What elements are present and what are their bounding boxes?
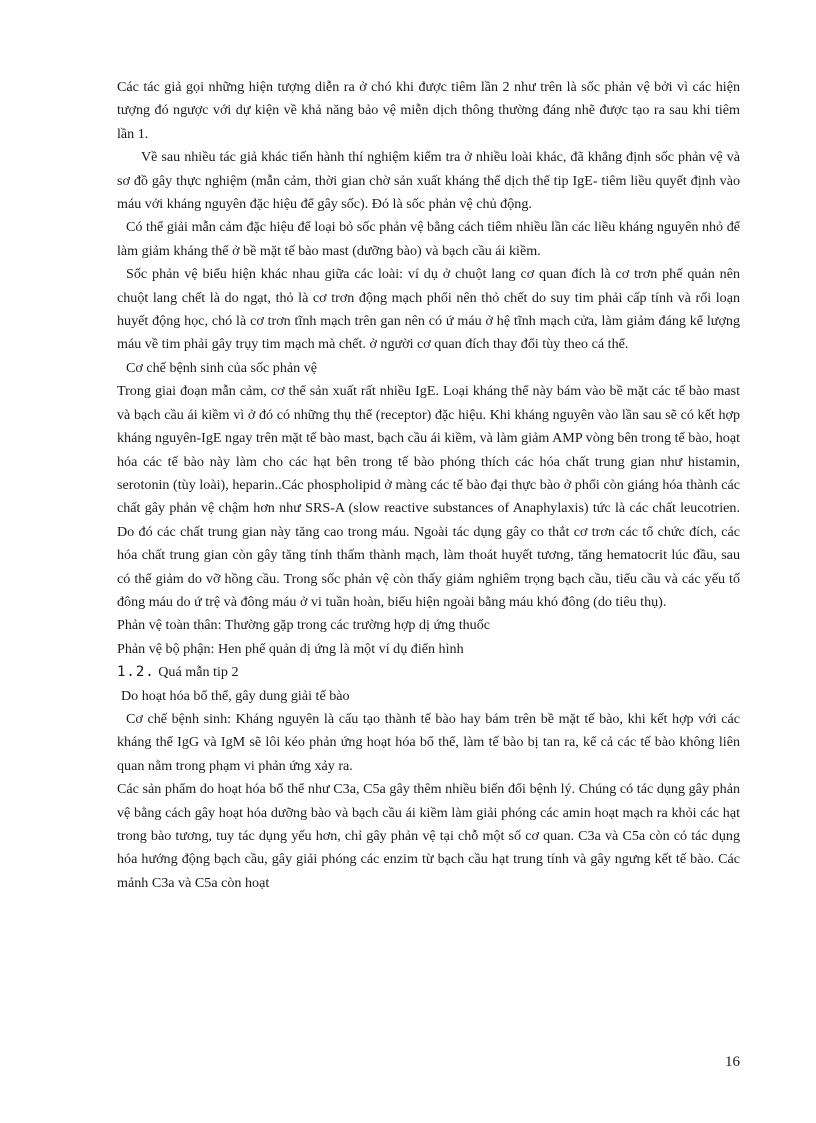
section-title: Quá mẫn tip 2 — [158, 664, 239, 681]
paragraph-4: Sốc phản vệ biểu hiện khác nhau giữa các loài: ví dụ ở chuột lang cơ quan đích là cơ trơn phế quản nên chuột lang chết là do ngạt, thỏ là cơ trơn động mạch phổi nên thỏ chết do suy tim phải cấp tính và rối loạn huyết động học, chó là cơ trơn tĩnh mạch trên gan nên có ứ máu ở hệ tĩnh mạch cửa, làm giảm đáng kể lượng máu về tim phải gây trụy tim mạch mà chết. ở người cơ quan đích thay đổi tùy theo cá thể. — [117, 266, 740, 353]
paragraph-systemic: Phản vệ toàn thân: Thường gặp trong các trường hợp dị ứng thuốc — [117, 617, 491, 634]
page-number: 16 — [725, 1054, 740, 1070]
paragraph-5: Trong giai đoạn mẫn cảm, cơ thể sản xuất rất nhiều IgE. Loại kháng thể này bám vào bề mặt các tế bào mast và bạch cầu ái kiềm vì ở đó có những thụ thể (receptor) đặc hiệu. Khi kháng nguyên vào lần sau sẽ có kết hợp kháng nguyên-IgE ngay trên mặt tế bào mast, bạch cầu ái kiềm, và làm giảm AMP vòng bên trong tế bào, hoạt hóa các tế bào này làm cho các hạt bên trong tế bào phóng thích các hóa chất trung gian như histamin, serotonin (tùy loài), heparin..Các phospholipid ở màng các tế bào đại thực bào ở phổi còn giáng hóa thành các chất gây phản vệ chậm hơn như SRS-A (slow reactive substances of Anaphylaxis) tức là các chất leucotrien. Do đó các chất trung gian này tăng cao trong máu. Ngoài tác dụng gây co thắt cơ trơn các tổ chức đích, các hóa chất trung gian còn gây tăng tính thấm thành mạch, làm thoát huyết tương, tăng hematocrit lúc đầu, sau có thể giảm do vỡ hồng cầu. Trong sốc phản vệ còn thấy giảm nghiêm trọng bạch cầu, tiểu cầu và các yếu tố đông máu do ứ trệ và đông máu ở vi tuần hoàn, biểu hiện ngoài bằng máu khó đông (do tiêu thụ). — [117, 383, 740, 610]
paragraph-7: Các sản phẩm do hoạt hóa bổ thể như C3a, C5a gây thêm nhiều biến đổi bệnh lý. Chúng có tác dụng gây phản vệ bằng cách gây hoạt hóa dưỡng bào và bạch cầu ái kiềm làm giải phóng các amin hoạt mạch ra khỏi các hạt trong bào tương, tuy tác dụng yếu hơn, chỉ gây phản vệ tại chỗ một số cơ quan. C3a và C5a còn có tác dụng hóa hướng động bạch cầu, gây giải phóng các enzim từ bạch cầu hạt trung tính và gây ngưng kết tế bào. Các mảnh C3a và C5a còn hoạt — [117, 781, 740, 891]
section-heading — [117, 661, 740, 684]
paragraph-2: Về sau nhiều tác giả khác tiến hành thí nghiệm kiểm tra ở nhiều loài khác, đã khẳng định sốc phản vệ và sơ đồ gây thực nghiệm (mẫn cảm, thời gian chờ sản xuất kháng thể dịch thể tip IgE- tiêm liều quyết định vào máu với kháng nguyên đặc hiệu để gây sốc). Đó là sốc phản vệ chủ động. — [117, 149, 740, 213]
paragraph-1: Các tác giả gọi những hiện tượng diễn ra ở chó khi được tiêm lần 2 như trên là sốc phản vệ bởi vì các hiện tượng đó ngược với dự kiện về khả năng bảo vệ miễn dịch thông thường đáng nhẽ được tạo ra sau khi tiêm lần 1. — [117, 79, 740, 142]
subheading-complement: Do hoạt hóa bổ thể, gây dung giải tế bào — [121, 687, 350, 704]
document-page — [117, 76, 740, 895]
subheading-mechanism: Cơ chế bệnh sinh của sốc phản vệ — [126, 359, 318, 376]
paragraph-6: Cơ chế bệnh sinh: Kháng nguyên là cấu tạo thành tế bào hay bám trên bề mặt tế bào, khi kết hợp với các kháng thể IgG và IgM sẽ lôi kéo phản ứng hoạt hóa bổ thể, làm tế bào bị tan ra, kể cả các tế bào không liên quan nằm trong phạm vi phản ứng xảy ra. — [117, 710, 740, 774]
paragraph-3: Có thể giải mẫn cảm đặc hiệu để loại bỏ sốc phản vệ bằng cách tiêm nhiều lần các liều kháng nguyên nhỏ để làm giảm kháng thể ở bề mặt tế bào mast (dưỡng bào) và bạch cầu ái kiềm. — [117, 219, 740, 259]
paragraph-local: Phản vệ bộ phận: Hen phế quản dị ứng là một ví dụ điển hình — [117, 640, 464, 657]
section-number: 1.2. — [117, 664, 155, 681]
